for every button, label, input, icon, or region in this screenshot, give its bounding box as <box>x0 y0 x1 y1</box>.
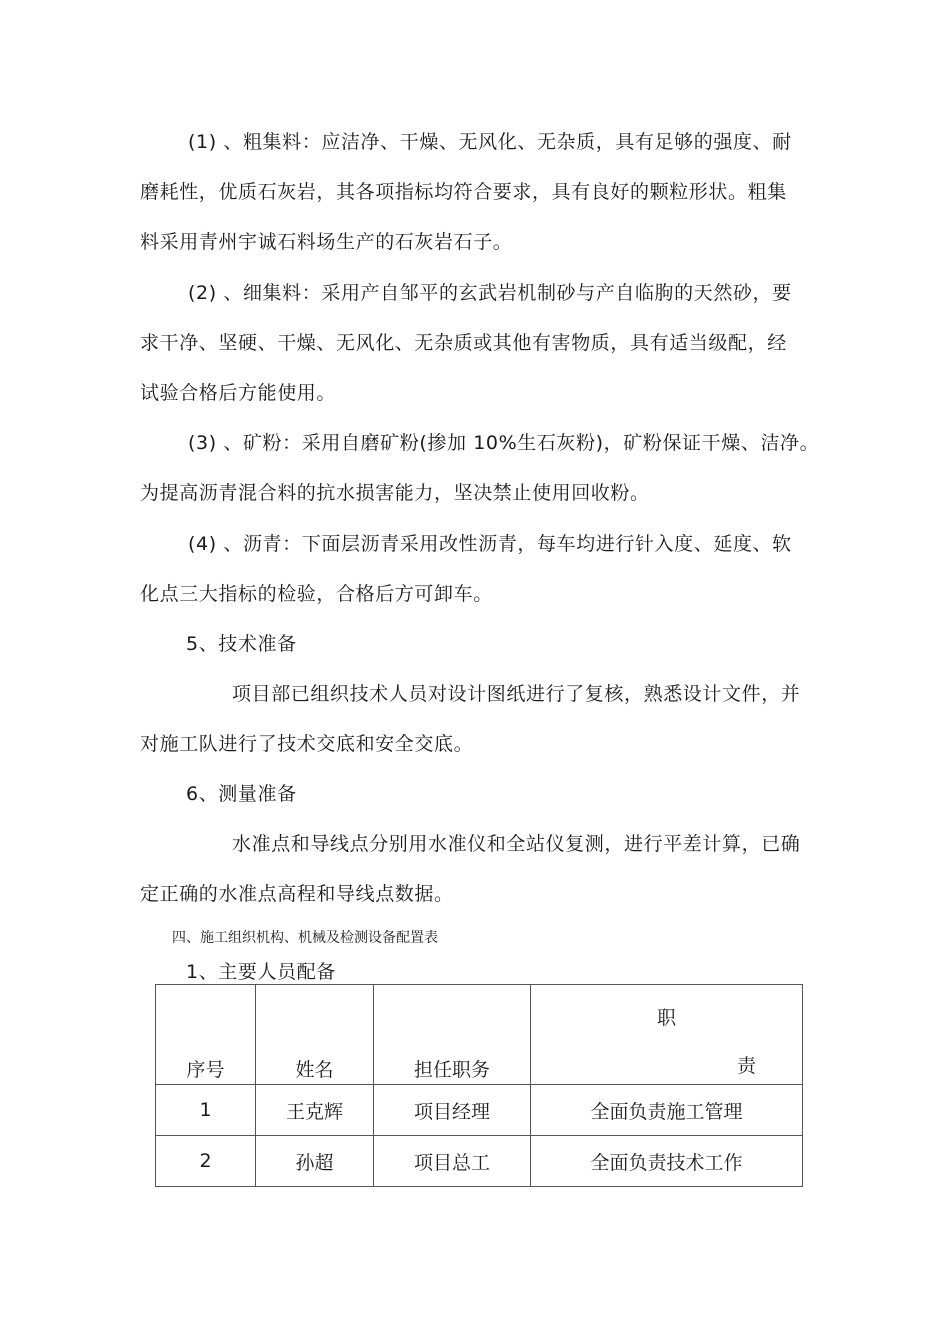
row-role: 项目经理 <box>374 1085 531 1136</box>
header-index: 序号 <box>186 1059 225 1081</box>
paragraph-1-line-3: 料采用青州宇诚石料场生产的石灰岩石子。 <box>140 231 513 253</box>
header-duty-top: 职 <box>656 1007 676 1029</box>
staff-subtitle: 1、主要人员配备 <box>186 961 336 983</box>
header-duty-cell <box>531 985 803 1085</box>
header-name: 姓名 <box>295 1059 334 1081</box>
header-index-cell <box>156 985 256 1085</box>
paragraph-6-line-2: 定正确的水准点高程和导线点数据。 <box>140 883 454 905</box>
section-4-title: 四、施工组织机构、机械及检测设备配置表 <box>172 930 438 946</box>
table-header-row <box>156 985 803 1085</box>
paragraph-2-line-1: (2) 、细集料：采用产自邹平的玄武岩机制砂与产自临朐的天然砂，要 <box>188 282 792 304</box>
row-name: 王克辉 <box>256 1085 374 1136</box>
table-row <box>156 1136 803 1187</box>
header-name-cell <box>256 985 374 1085</box>
paragraph-4-line-2: 化点三大指标的检验，合格后方可卸车。 <box>140 583 493 605</box>
row-duty: 全面负责技术工作 <box>531 1136 803 1187</box>
paragraph-2-line-3: 试验合格后方能使用。 <box>140 382 337 404</box>
table-row <box>156 1085 803 1136</box>
paragraph-3-line-1: (3) 、矿粉：采用自磨矿粉(掺加 10%生石灰粉)，矿粉保证干燥、洁净。 <box>188 432 820 454</box>
paragraph-4-line-1: (4) 、沥青：下面层沥青采用改性沥青，每车均进行针入度、延度、软 <box>188 533 792 555</box>
paragraph-3-line-2: 为提高沥青混合料的抗水损害能力，坚决禁止使用回收粉。 <box>140 482 650 504</box>
paragraph-6-line-1: 水准点和导线点分别用水准仪和全站仪复测，进行平差计算，已确 <box>232 833 801 855</box>
header-duty-bottom: 责 <box>737 1055 757 1077</box>
staff-table <box>155 984 803 1187</box>
paragraph-5-line-1: 项目部已组织技术人员对设计图纸进行了复核，熟悉设计文件，并 <box>232 683 801 705</box>
row-index: 2 <box>156 1136 256 1187</box>
section-5-heading: 5、技术准备 <box>186 633 297 655</box>
paragraph-1-line-1: (1) 、粗集料：应洁净、干燥、无风化、无杂质，具有足够的强度、耐 <box>188 131 792 153</box>
row-index: 1 <box>156 1085 256 1136</box>
section-6-heading: 6、测量准备 <box>186 783 297 805</box>
row-duty: 全面负责施工管理 <box>531 1085 803 1136</box>
header-role-cell <box>374 985 531 1085</box>
paragraph-2-line-2: 求干净、坚硬、干燥、无风化、无杂质或其他有害物质，具有适当级配，经 <box>140 332 787 354</box>
header-role: 担任职务 <box>413 1059 490 1081</box>
row-name: 孙超 <box>256 1136 374 1187</box>
row-role: 项目总工 <box>374 1136 531 1187</box>
paragraph-1-line-2: 磨耗性，优质石灰岩，其各项指标均符合要求，具有良好的颗粒形状。粗集 <box>140 181 787 203</box>
paragraph-5-line-2: 对施工队进行了技术交底和安全交底。 <box>140 733 474 755</box>
